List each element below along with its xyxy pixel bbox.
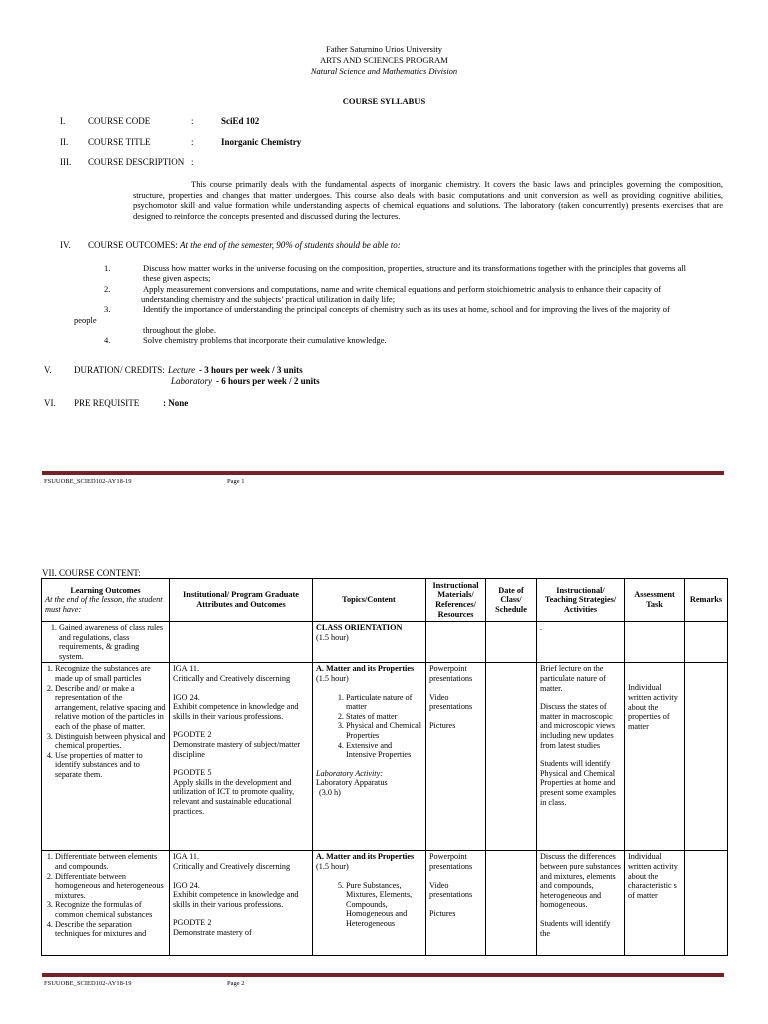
course-code-label: COURSE CODE bbox=[88, 116, 151, 126]
cell-materials bbox=[426, 663, 486, 851]
col-learning-outcomes-sub: At the end of the lesson, the student must have: bbox=[45, 595, 163, 614]
table-row bbox=[42, 851, 728, 956]
cell-topics bbox=[313, 851, 426, 956]
cell-date bbox=[486, 851, 537, 956]
strategy-text: Brief lecture on the particulate nature of matter. bbox=[540, 664, 606, 693]
attr-code: IGA 11. bbox=[173, 664, 200, 674]
outcome-1-line1: Discuss how matter works in the universe focusing on the composition, properties, structure and its transformations together with the principles that governs all bbox=[143, 263, 686, 273]
cell-assessment bbox=[625, 622, 685, 663]
col-materials: Instructional Materials/ References/ Resources bbox=[426, 579, 486, 622]
doc-title: COURSE SYLLABUS bbox=[342, 96, 426, 106]
course-outcomes-intro: At the end of the semester, 90% of students should be able to: bbox=[180, 240, 401, 250]
lab-activity-time: (3.0 h) bbox=[319, 787, 341, 797]
lab-activity-label: Laboratory Activity: bbox=[316, 768, 383, 778]
table-row bbox=[42, 622, 728, 663]
list-item: 3. Distinguish between physical and chemical properties. bbox=[55, 732, 166, 751]
lab-activity-value: Laboratory Apparatus bbox=[316, 778, 388, 788]
course-title-sep: : bbox=[191, 137, 194, 147]
cell-remarks bbox=[685, 663, 728, 851]
cell-learning-outcomes bbox=[42, 663, 170, 851]
cell-assessment bbox=[625, 663, 685, 851]
topic-time: (1.5 hour) bbox=[316, 861, 349, 871]
laboratory-label: Laboratory bbox=[171, 376, 213, 386]
strategy-text: Discuss the states of matter in macroscopic and microscopic views including new updates from latest studies bbox=[540, 702, 616, 750]
outcome-1-num: 1. bbox=[104, 263, 111, 273]
topic-title: CLASS ORIENTATION bbox=[316, 623, 403, 632]
cell-learning-outcomes bbox=[42, 851, 170, 956]
lecture-label: Lecture bbox=[168, 365, 196, 375]
cell-materials bbox=[426, 622, 486, 663]
col-learning-outcomes bbox=[42, 579, 170, 622]
course-description: This course primarily deals with the fundamental aspects of inorganic chemistry. It covers the basic laws and principles governing the composition, structure, properties and changes that matter undergoes. This course also deals with basic computations and unit conversion as well as providing cognitive abilities, psychomotor skill and value formation while understanding aspects of chemical equations and solutions. The laboratory (taken concurrently) presents exercises that are designed to reinforce the concepts presented and discussed during the lectures. bbox=[133, 179, 723, 221]
section-num-duration: V. bbox=[44, 365, 52, 375]
list-item: 2. Describe and/ or make a representation of the arrangement, relative spacing and relative motion of the particles in each of the phase of matter. bbox=[55, 684, 166, 732]
lecture-value: - 3 hours per week / 3 units bbox=[199, 365, 303, 375]
cell-date bbox=[486, 622, 537, 663]
course-content-table bbox=[41, 578, 728, 956]
section-num-code: I. bbox=[60, 116, 66, 126]
topic-title: A. Matter and its Properties bbox=[316, 852, 415, 862]
col-assessment: Assessment Task bbox=[625, 579, 685, 622]
course-title-label: COURSE TITLE bbox=[88, 137, 151, 147]
outcome-4-num: 4. bbox=[104, 335, 111, 345]
section-num-prereq: VI. bbox=[44, 398, 56, 408]
attr-text: Demonstrate mastery of subject/matter discipline bbox=[173, 739, 301, 759]
cell-remarks bbox=[685, 622, 728, 663]
list-item: 1. Gained awareness of class rules and regulations, class requirements, & grading system. bbox=[59, 623, 166, 661]
attr-code: IGO 24. bbox=[173, 692, 200, 702]
outcome-4-line1: Solve chemistry problems that incorporate their cumulative knowledge. bbox=[143, 335, 387, 345]
laboratory-value: - 6 hours per week / 2 units bbox=[216, 376, 320, 386]
footer-rule bbox=[42, 471, 724, 475]
attr-text: Apply skills in the development and utilization of ICT to promote quality, relevant and sustainable educational practices. bbox=[173, 777, 295, 816]
outcome-3-line2: people bbox=[74, 315, 97, 325]
footer-code: FSUUOBE_SCIED102-AY18-19 bbox=[44, 980, 132, 987]
assessment-text: Individual written activity about the characteristic s of matter bbox=[628, 852, 678, 900]
list-item: 1. Recognize the substances are made up of small particles bbox=[55, 664, 166, 683]
footer-page: Page 2 bbox=[227, 980, 245, 987]
cell-attributes bbox=[170, 663, 313, 851]
course-code-value: SciEd 102 bbox=[221, 116, 260, 126]
course-outcomes-label: COURSE OUTCOMES: bbox=[88, 240, 178, 250]
university-name: Father Saturnino Urios University bbox=[326, 44, 442, 54]
col-topics: Topics/Content bbox=[313, 579, 426, 622]
material-item: Video presentations bbox=[429, 880, 473, 900]
material-item: Pictures bbox=[429, 908, 456, 918]
list-item: 1. Particulate nature of matter bbox=[346, 693, 422, 712]
footer-code: FSUUOBE_SCIED102-AY18-19 bbox=[44, 478, 132, 485]
strategy-text: Discuss the differences between pure substances and mixtures, elements and compounds, heterogeneous and homogeneous. bbox=[540, 852, 621, 910]
list-item: 4. Extensive and Intensive Properties bbox=[346, 741, 422, 760]
cell-remarks bbox=[685, 851, 728, 956]
attr-text: Exhibit competence in knowledge and skills in their various professions. bbox=[173, 702, 299, 721]
cell-attributes bbox=[170, 851, 313, 956]
list-item: 5. Pure Substances, Mixtures, Elements, Compounds, Homogeneous and Heterogeneous bbox=[346, 881, 422, 929]
prereq-value: : None bbox=[163, 398, 189, 408]
outcome-2-line1: Apply measurement conversions and computations, name and write chemical equations and perform stoichiometric analysis to enhance their capacity of bbox=[143, 284, 662, 294]
cell-topics bbox=[313, 663, 426, 851]
list-item: 4. Use properties of matter to identify substances and to separate them. bbox=[55, 751, 166, 780]
list-item: 3. Recognize the formulas of common chemical substances bbox=[55, 900, 166, 919]
topic-title: A. Matter and its Properties bbox=[316, 664, 415, 674]
outcome-1-line2: these given aspects; bbox=[143, 273, 211, 283]
list-item: 2. States of matter bbox=[346, 712, 422, 722]
course-title-value: Inorganic Chemistry bbox=[221, 137, 302, 147]
material-item: Pictures bbox=[429, 720, 456, 730]
course-code-sep: : bbox=[191, 116, 194, 126]
outcome-3-line3: throughout the globe. bbox=[143, 325, 216, 335]
cell-learning-outcomes bbox=[42, 622, 170, 663]
cell-assessment bbox=[625, 851, 685, 956]
program-name: ARTS AND SCIENCES PROGRAM bbox=[320, 55, 448, 65]
footer-page: Page 1 bbox=[227, 478, 245, 485]
duration-label: DURATION/ CREDITS: bbox=[74, 365, 165, 375]
material-item: Video presentations bbox=[429, 692, 473, 712]
list-item: 3. Physical and Chemical Properties bbox=[346, 721, 422, 740]
strategy-text: . bbox=[540, 623, 543, 632]
table-header-row bbox=[42, 579, 728, 622]
cell-attributes bbox=[170, 622, 313, 663]
section-num-title: II. bbox=[60, 137, 69, 147]
attr-text: Critically and Creatively discerning bbox=[173, 861, 291, 871]
attr-text: Exhibit competence in knowledge and skills in their various professions. bbox=[173, 890, 299, 909]
list-item: 4. Describe the separation techniques for mixtures and bbox=[55, 920, 166, 939]
attr-code: PGODTE 2 bbox=[173, 918, 212, 928]
col-learning-outcomes-title: Learning Outcomes bbox=[70, 585, 141, 595]
material-item: Powerpoint presentations bbox=[429, 852, 473, 871]
attr-code: PGODTE 2 bbox=[173, 730, 212, 740]
section-num-outcomes: IV. bbox=[60, 240, 71, 250]
course-desc-sep: : bbox=[191, 157, 194, 167]
topic-time: (1.5 hour) bbox=[316, 632, 349, 642]
strategy-text: Students will identify Physical and Chemical Properties at home and present some examples in class. bbox=[540, 759, 616, 807]
col-strategies: Instructional/ Teaching Strategies/ Activities bbox=[537, 579, 625, 622]
list-item: 1. Differentiate between elements and compounds. bbox=[55, 852, 166, 871]
course-desc-label: COURSE DESCRIPTION bbox=[88, 157, 185, 167]
col-date: Date of Class/ Schedule bbox=[486, 579, 537, 622]
topic-time: (1.5 hour) bbox=[316, 673, 349, 683]
cell-strategies bbox=[537, 663, 625, 851]
section-num-desc: III. bbox=[60, 157, 72, 167]
table-row bbox=[42, 663, 728, 851]
division-name: Natural Science and Mathematics Division bbox=[310, 66, 458, 76]
attr-code: PGODTE 5 bbox=[173, 768, 212, 778]
assessment-text: Individual written activity about the properties of matter bbox=[628, 683, 678, 731]
attr-text: Critically and Creatively discerning bbox=[173, 673, 291, 683]
outcome-2-num: 2. bbox=[104, 284, 111, 294]
prereq-label: PRE REQUISITE bbox=[74, 398, 140, 408]
outcome-3-line1: Identify the importance of understanding the principal concepts of chemistry such as its uses at home, school and for improving the lives of the majority of bbox=[143, 304, 670, 314]
course-content-heading: VII. COURSE CONTENT: bbox=[42, 568, 141, 578]
outcome-3-num: 3. bbox=[104, 304, 111, 314]
footer-rule bbox=[42, 973, 724, 977]
attr-code: IGO 24. bbox=[173, 880, 200, 890]
col-remarks: Remarks bbox=[685, 579, 728, 622]
outcome-2-line2: understanding chemistry and the subjects’ practical utilization in daily life; bbox=[141, 294, 396, 304]
cell-materials bbox=[426, 851, 486, 956]
cell-strategies bbox=[537, 622, 625, 663]
attr-code: IGA 11. bbox=[173, 852, 200, 862]
cell-topics bbox=[313, 622, 426, 663]
col-attributes: Institutional/ Program Graduate Attributes and Outcomes bbox=[170, 579, 313, 622]
material-item: Powerpoint presentations bbox=[429, 664, 473, 683]
cell-date bbox=[486, 663, 537, 851]
list-item: 2. Differentiate between homogeneous and heterogeneous mixtures. bbox=[55, 872, 166, 901]
strategy-text: Students will identify the bbox=[540, 918, 611, 938]
attr-text: Demonstrate mastery of bbox=[173, 927, 252, 937]
cell-strategies bbox=[537, 851, 625, 956]
